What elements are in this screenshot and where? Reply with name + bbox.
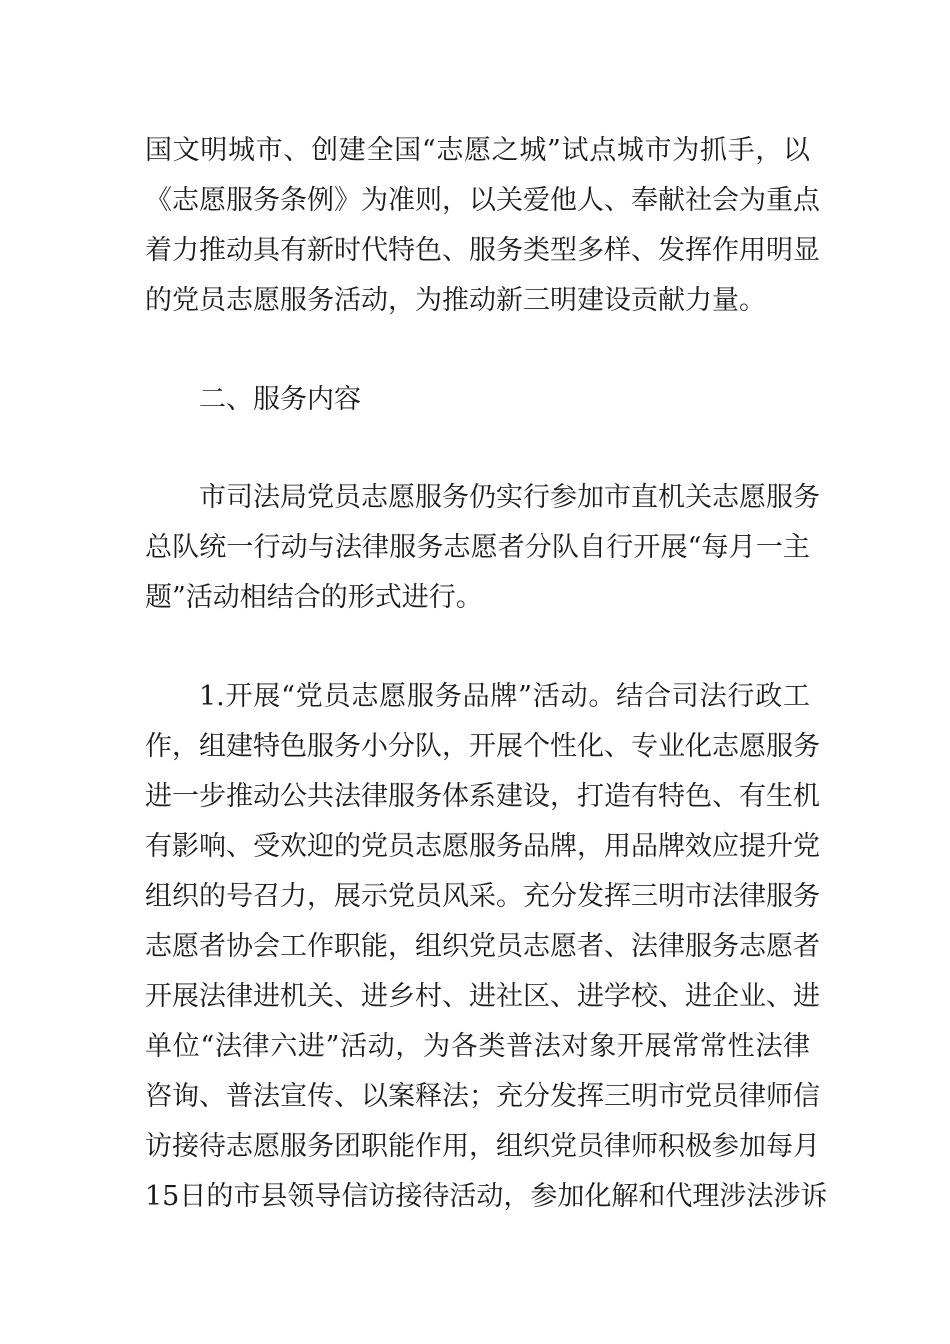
paragraph-line: 市司法局党员志愿服务仍实行参加市直机关志愿服务 bbox=[199, 482, 820, 513]
paragraph-line: 开展法律进机关、进乡村、进社区、进学校、进企业、进 bbox=[145, 981, 820, 1012]
paragraph-line: 的党员志愿服务活动，为推动新三明建设贡献力量。 bbox=[145, 285, 766, 316]
paragraph-line: 组织的号召力，展示党员风采。充分发挥三明市法律服务 bbox=[145, 881, 820, 912]
paragraph-intro-continuation bbox=[145, 126, 820, 326]
paragraph-line: 1.开展“党员志愿服务品牌”活动。结合司法行政工 bbox=[199, 681, 810, 712]
paragraph-line: 题”活动相结合的形式进行。 bbox=[145, 582, 483, 613]
paragraph-line: 单位“法律六进”活动，为各类普法对象开展常常性法律 bbox=[145, 1031, 810, 1062]
paragraph-line: 《志愿服务条例》为准则，以关爱他人、奉献社会为重点 bbox=[145, 185, 820, 216]
paragraph-line: 进一步推动公共法律服务体系建设，打造有特色、有生机 bbox=[145, 781, 820, 812]
paragraph-brand-activity bbox=[145, 672, 828, 1222]
paragraph-service-form bbox=[145, 473, 820, 623]
paragraph-line: 总队统一行动与法律服务志愿者分队自行开展“每月一主 bbox=[145, 532, 810, 563]
paragraph-line: 15日的市县领导信访接待活动，参加化解和代理涉法涉诉 bbox=[145, 1181, 828, 1212]
paragraph-line: 访接待志愿服务团职能作用，组织党员律师积极参加每月 bbox=[145, 1131, 820, 1162]
paragraph-line: 志愿者协会工作职能，组织党员志愿者、法律服务志愿者 bbox=[145, 931, 820, 962]
paragraph-line: 有影响、受欢迎的党员志愿服务品牌，用品牌效应提升党 bbox=[145, 831, 820, 862]
paragraph-line: 作，组建特色服务小分队，开展个性化、专业化志愿服务 bbox=[145, 731, 820, 762]
paragraph-line: 着力推动具有新时代特色、服务类型多样、发挥作用明显 bbox=[145, 235, 820, 266]
paragraph-line: 国文明城市、创建全国“志愿之城”试点城市为抓手，以 bbox=[145, 135, 810, 166]
paragraph-line: 咨询、普法宣传、以案释法；充分发挥三明市党员律师信 bbox=[145, 1081, 820, 1112]
section-heading: 二、服务内容 bbox=[199, 384, 361, 415]
